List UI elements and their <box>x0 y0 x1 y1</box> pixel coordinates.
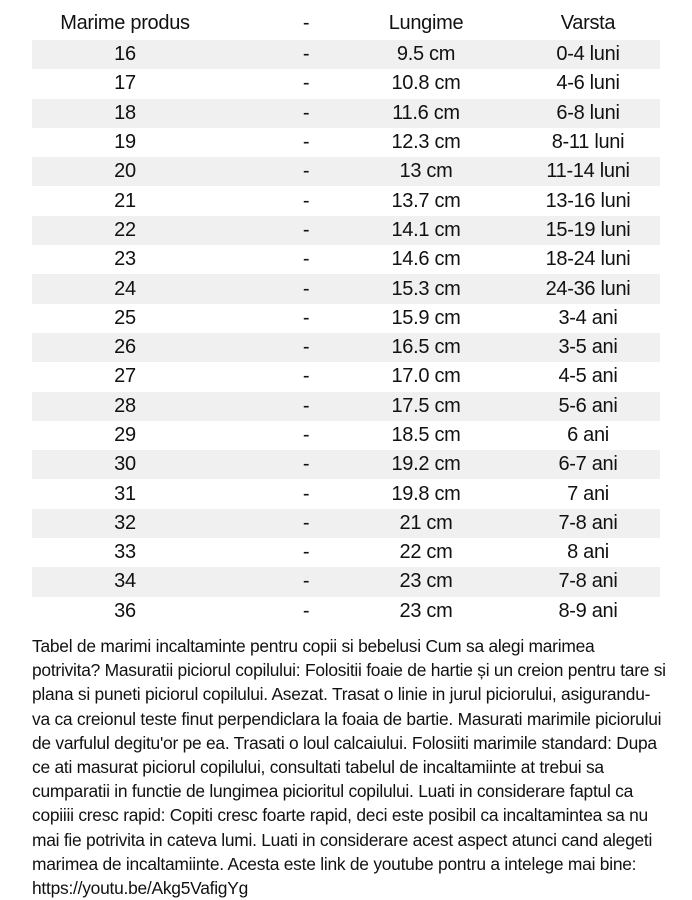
age-cell: 5-6 ani <box>516 392 660 421</box>
table-row <box>32 392 660 421</box>
table-row <box>32 216 660 245</box>
length-cell: 10.8 cm <box>391 72 461 95</box>
dash-cell: - <box>276 450 336 479</box>
size-cell: 29 <box>114 424 136 446</box>
dash-cell: - <box>302 599 310 622</box>
length-cell: 14.6 cm <box>391 248 461 271</box>
dash-cell: - <box>276 274 336 303</box>
age-cell: 11-14 luni <box>516 157 660 186</box>
dash-cell: - <box>276 392 336 421</box>
size-cell: 33 <box>114 541 136 564</box>
age-cell: 6 ani <box>567 424 609 446</box>
length-cell: 15.9 cm <box>391 306 461 329</box>
age-cell: 15-19 luni <box>516 216 660 245</box>
age-cell: 0-4 luni <box>516 40 660 69</box>
size-cell: 31 <box>114 482 136 505</box>
dash-cell: - <box>302 482 310 505</box>
size-cell: 19 <box>114 131 136 154</box>
age-cell: 13-16 luni <box>545 189 631 212</box>
length-cell: 22 cm <box>399 541 453 564</box>
dash-cell: - <box>302 131 310 154</box>
size-cell: 17 <box>114 72 136 95</box>
header-age: Varsta <box>560 11 616 34</box>
length-cell: 13 cm <box>336 157 516 186</box>
length-cell: 18.5 cm <box>391 424 461 446</box>
table-row <box>32 538 660 567</box>
table-row <box>32 450 660 479</box>
size-cell: 20 <box>32 157 276 186</box>
size-cell: 25 <box>114 306 136 329</box>
size-cell: 16 <box>32 40 276 69</box>
length-cell: 23 cm <box>336 567 516 596</box>
table-row <box>32 245 660 274</box>
size-cell: 28 <box>32 392 276 421</box>
size-cell: 34 <box>32 567 276 596</box>
table-row <box>32 421 660 450</box>
length-cell: 16.5 cm <box>336 333 516 362</box>
age-cell: 4-6 luni <box>556 72 620 95</box>
table-row <box>32 333 660 362</box>
table-row <box>32 597 660 626</box>
age-cell: 3-4 ani <box>558 306 618 329</box>
length-cell: 17.5 cm <box>336 392 516 421</box>
age-cell: 8 ani <box>567 541 609 564</box>
length-cell: 12.3 cm <box>391 131 461 154</box>
table-row <box>32 128 660 157</box>
table-row <box>32 304 660 333</box>
length-cell: 9.5 cm <box>336 40 516 69</box>
header-dash: - <box>302 11 310 34</box>
table-row <box>32 69 660 98</box>
age-cell: 6-7 ani <box>516 450 660 479</box>
table-row <box>32 40 660 69</box>
dash-cell: - <box>276 216 336 245</box>
dash-cell: - <box>276 567 336 596</box>
table-header-row <box>32 6 660 40</box>
length-cell: 11.6 cm <box>336 99 516 128</box>
dash-cell: - <box>302 189 310 212</box>
age-cell: 8-9 ani <box>558 599 618 622</box>
size-cell: 18 <box>32 99 276 128</box>
dash-cell: - <box>276 509 336 538</box>
dash-cell: - <box>302 306 310 329</box>
table-row <box>32 99 660 128</box>
length-cell: 19.2 cm <box>336 450 516 479</box>
dash-cell: - <box>276 40 336 69</box>
length-cell: 21 cm <box>336 509 516 538</box>
dash-cell: - <box>302 72 310 95</box>
dash-cell: - <box>302 541 310 564</box>
length-cell: 19.8 cm <box>391 482 461 505</box>
table-row <box>32 567 660 596</box>
length-cell: 13.7 cm <box>391 189 461 212</box>
dash-cell: - <box>302 248 310 271</box>
age-cell: 7 ani <box>567 482 609 505</box>
table-row <box>32 274 660 303</box>
length-cell: 23 cm <box>399 599 453 622</box>
age-cell: 24-36 luni <box>516 274 660 303</box>
age-cell: 3-5 ani <box>516 333 660 362</box>
size-cell: 24 <box>32 274 276 303</box>
size-cell: 30 <box>32 450 276 479</box>
dash-cell: - <box>276 99 336 128</box>
description-text: Tabel de marimi incaltaminte pentru copii si bebelusi Cum sa alegi marimea potrivita? Masuratii piciorul copilului: Folositii foaie de hartie și un creion pentru tare si plana si puneti piciorul copilului. Asezat. Trasat o linie in jurul piciorului, asigurandu-va ca creionul teste finut perpendiclara la foaia de bartie. Masurati marimile piciorului de varfulul degitu'or pe ea. Trasati o loul calcaiului. Folosiiti marimile standard: Dupa ce ati masurat piciorul copilului, consultati tabelul de incaltamiinte at trebui sa cumparatii in functie de lungimea picioritul copilului. Luati in considerare faptul ca copiiii cresc rapid: Copiti cresc foarte rapid, deci este posibil ca incaltamintea sa nu mai fie potrivita in cateva lumi. Luati in considerare acest aspect atunci cand alegeti marimea de incaltamiinte. Acesta este link de youtube pontru a intelege mai bine: https://youtu.be/Akg5VafigYg <box>32 635 666 898</box>
table-row <box>32 479 660 508</box>
table-row <box>32 362 660 391</box>
age-cell: 8-11 luni <box>551 131 625 154</box>
size-cell: 22 <box>32 216 276 245</box>
header-length: Lungime <box>388 11 464 34</box>
length-cell: 14.1 cm <box>336 216 516 245</box>
size-cell: 26 <box>32 333 276 362</box>
dash-cell: - <box>302 365 310 388</box>
dash-cell: - <box>276 157 336 186</box>
age-cell: 7-8 ani <box>516 567 660 596</box>
table-row <box>32 509 660 538</box>
size-cell: 21 <box>114 189 136 212</box>
size-cell: 32 <box>32 509 276 538</box>
size-cell: 36 <box>114 599 136 622</box>
size-table <box>32 6 660 626</box>
length-cell: 17.0 cm <box>391 365 461 388</box>
length-cell: 15.3 cm <box>336 274 516 303</box>
size-chart-page <box>0 6 692 898</box>
dash-cell: - <box>302 424 310 446</box>
size-cell: 23 <box>114 248 136 271</box>
table-row <box>32 157 660 186</box>
table-row <box>32 186 660 215</box>
age-cell: 7-8 ani <box>516 509 660 538</box>
age-cell: 18-24 luni <box>545 248 631 271</box>
age-cell: 6-8 luni <box>516 99 660 128</box>
header-size: Marime produs <box>60 11 190 34</box>
age-cell: 4-5 ani <box>558 365 618 388</box>
dash-cell: - <box>276 333 336 362</box>
size-cell: 27 <box>114 365 136 388</box>
